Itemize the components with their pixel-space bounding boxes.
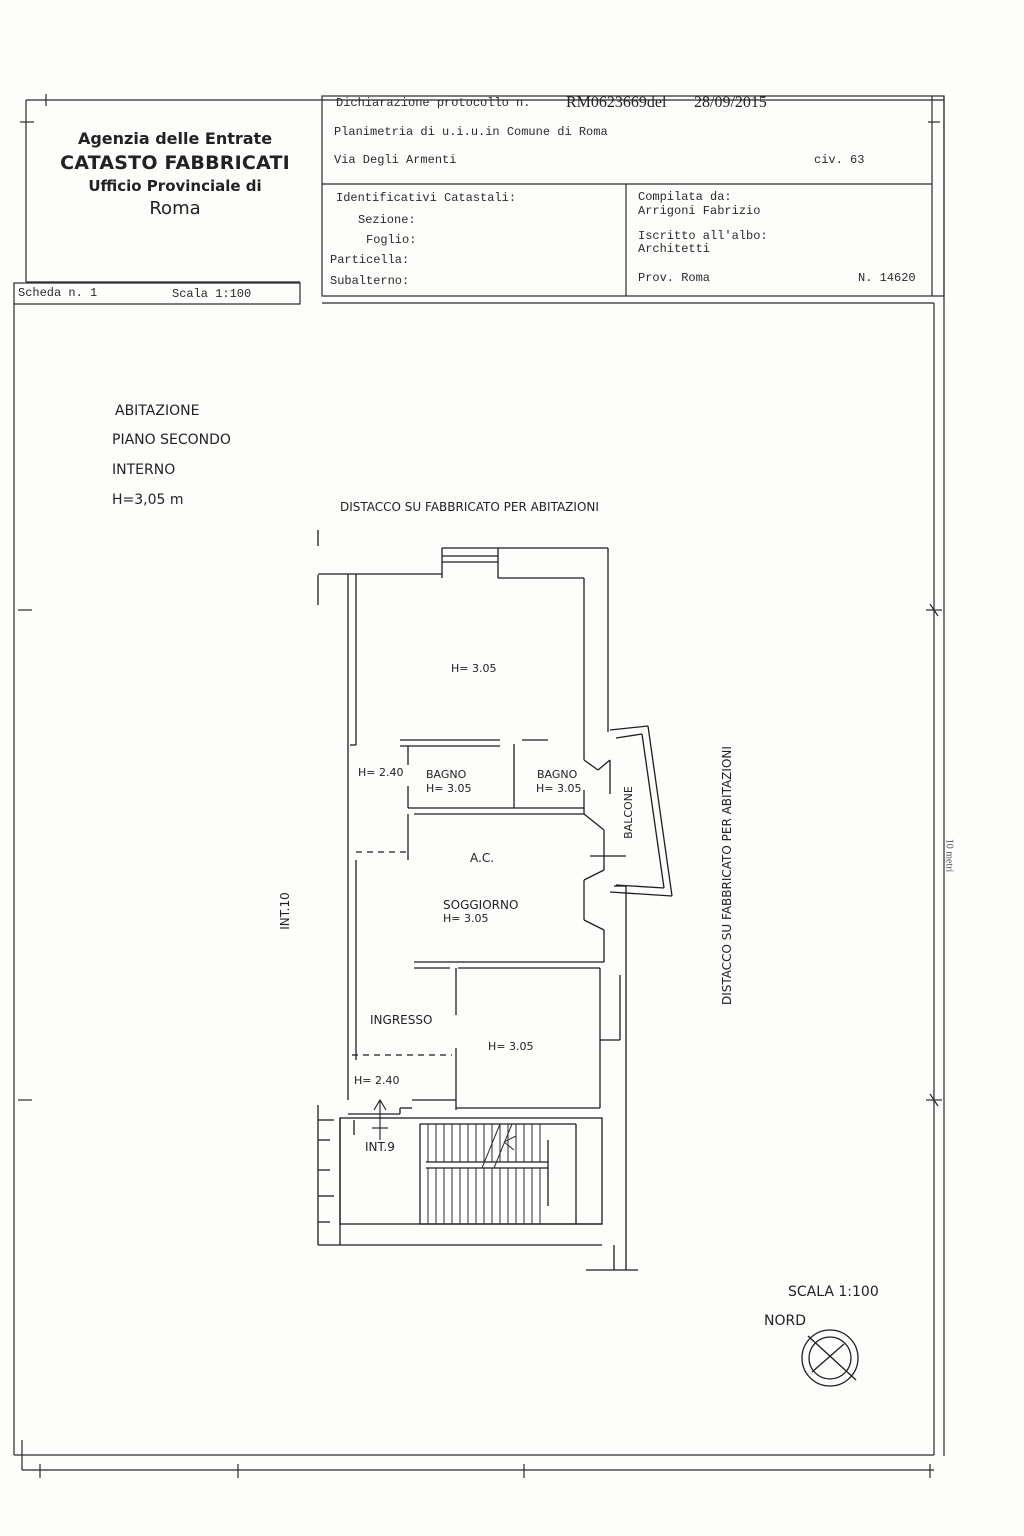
desc-height: H=3,05 m <box>112 492 184 508</box>
margin-note: 10 metri <box>943 838 955 873</box>
bagno1-label: BAGNO <box>426 768 467 781</box>
protocol-number: RM0623669del <box>566 94 667 111</box>
ac-label: A.C. <box>470 851 495 865</box>
north-arrow-icon <box>802 1330 858 1386</box>
ingresso-label: INGRESSO <box>370 1013 433 1027</box>
declaration-label: Dichiarazione protocollo n. <box>336 96 531 110</box>
planimetria-line: Planimetria di u.i.u.in Comune di Roma <box>334 125 608 139</box>
distacco-right-label: DISTACCO SU FABBRICATO PER ABITAZIONI <box>720 746 734 1005</box>
ufficio-label: Ufficio Provinciale di <box>88 177 262 195</box>
identificativi-label: Identificativi Catastali: <box>336 191 517 205</box>
particella-label: Particella: <box>330 253 410 267</box>
nord-label: NORD <box>764 1313 806 1329</box>
int10-label: INT.10 <box>277 892 292 930</box>
int9-label: INT.9 <box>365 1140 395 1154</box>
distacco-top-label: DISTACCO SU FABBRICATO PER ABITAZIONI <box>340 500 599 514</box>
agency-name: Agenzia delle Entrate <box>77 129 273 148</box>
soggiorno-label: SOGGIORNO <box>443 898 519 912</box>
catasto-title: CATASTO FABBRICATI <box>60 152 290 174</box>
scala-label: SCALA 1:100 <box>788 1284 879 1300</box>
address: Via Degli Armenti <box>334 153 457 167</box>
room-top-height: H= 3.05 <box>451 662 497 675</box>
desc-abitazione: ABITAZIONE <box>115 403 200 419</box>
city-name: Roma <box>149 198 201 219</box>
scala-header: Scala 1:100 <box>172 287 252 301</box>
albo-number: N. 14620 <box>858 271 916 285</box>
bagno2-label: BAGNO <box>537 768 578 781</box>
subalterno-label: Subalterno: <box>330 274 410 288</box>
desc-interno: INTERNO <box>112 462 176 478</box>
room-bottom-height: H= 3.05 <box>488 1040 534 1053</box>
ingresso-height: H= 2.40 <box>354 1074 400 1087</box>
corridor-height-top: H= 2.40 <box>358 766 404 779</box>
entrance-arrow <box>372 1100 388 1140</box>
iscritto-label: Iscritto all'albo: <box>638 229 768 243</box>
foglio-label: Foglio: <box>366 233 417 247</box>
balcone-label: BALCONE <box>621 786 635 839</box>
protocol-date: 28/09/2015 <box>694 94 767 111</box>
scheda-number: Scheda n. 1 <box>18 286 98 300</box>
civic-number: civ. 63 <box>814 153 865 167</box>
desc-piano: PIANO SECONDO <box>112 432 231 448</box>
soggiorno-height: H= 3.05 <box>443 912 489 925</box>
compilata-name: Arrigoni Fabrizio <box>638 204 761 218</box>
compilata-label: Compilata da: <box>638 190 732 204</box>
bagno1-height: H= 3.05 <box>426 782 472 795</box>
provincia: Prov. Roma <box>638 271 711 285</box>
agency-block <box>40 128 310 222</box>
bagno2-height: H= 3.05 <box>536 782 582 795</box>
iscritto-value: Architetti <box>638 242 711 256</box>
sezione-label: Sezione: <box>358 213 416 227</box>
